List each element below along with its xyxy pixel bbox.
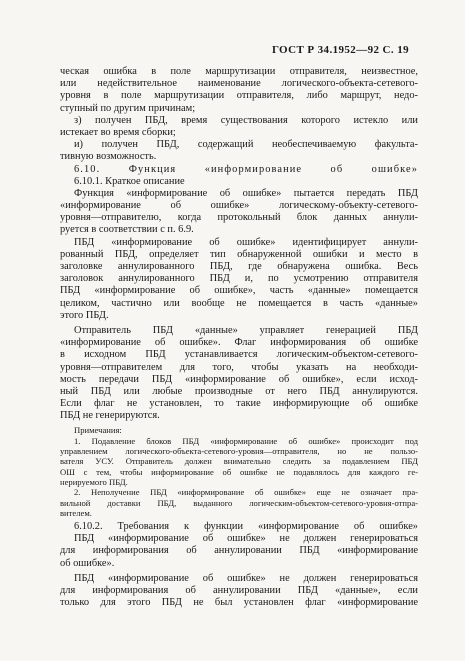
text-line: 6.10.1. Краткое описание [74,175,185,187]
text-line: для информирования об аннулировании ПБД «информирование [60,545,418,557]
text-line: уровня—отправителем для того, чтобы указать на необходи- [60,361,418,373]
text-line: в исходном ПБД устанавливается логическим-объектом-сетевого- [60,349,418,361]
text-line: ный ПБД или любые производные от него ПБД аннулируются. [60,385,418,397]
text-line: вителем. [60,507,92,518]
text-line: ПБД «информирование об ошибке» не должен генерироваться [74,572,418,584]
text-line: или недействительное наименование логического-объекта-сетевого- [60,78,418,90]
text-line: ПБД не генерируются. [60,410,160,422]
text-line: уровня—отправителю, когда протокольный блок данных аннули- [60,212,418,224]
text-line: Если флаг не установлен, то такие информирующие об ошибке [60,398,418,410]
page-header: ГОСТ Р 34.1952—92 С. 19 [271,44,409,56]
text-line: уровня в поле маршрутизации отправителя, либо маршрут, недо- [60,90,418,102]
text-line: заголовке аннулированного ПБД, где обнаружена ошибка. Весь [60,261,418,272]
text-line: об ошибке». [60,557,115,569]
text-line: заголовок аннулированного ПБД и, по усмотрению отправителя [60,273,418,285]
text-line: управлением логического-объекта-сетевого-уровня—отправителя, но не пользо- [60,446,418,457]
text-line: ческая ошибка в поле маршрутизации отправителя, неизвестное, [60,66,418,77]
text-line: 1. Подавление блоков ПБД «информирование об ошибке» происходит под [74,435,418,446]
text-line: 2. Неполучение ПБД «информирование об ошибке» еще не означает пра- [74,487,418,498]
text-line: Отправитель ПБД «данные» управляет генерацией ПБД [74,324,418,336]
text-line: «информирование об ошибке». Флаг информирования об ошибке [60,337,418,349]
text-line: руется в соответствии с п. 6.9. [60,224,194,236]
text-line: ОШ с тем, чтобы информирование об ошибке не подавлялось для каждого ге- [60,466,418,477]
text-line: мость передачи ПБД «информирование об ошибке», если исход- [60,373,418,385]
text-line: ПБД «информирование об ошибке», часть «данные» помещается [60,285,418,297]
text-line: з) получен ПБД, время существования которого истекло или [74,114,418,126]
text-line: «информирование об ошибке» логическому-объекту-сетевого- [60,200,418,212]
text-line: 6.10. Функция «информирование об ошибке» [74,163,418,175]
text-line: ПБД «информирование об ошибке» не должен генерироваться [74,533,418,545]
text-line: Функция «информирование об ошибке» пытается передать ПБД [74,187,418,199]
text-line: только для этого ПБД не был установлен флаг «информирование [60,597,418,609]
text-line: нерируемого ПБД. [60,476,128,487]
text-line: Примечания: [74,425,122,436]
text-line: для информирования об аннулировании ПБД «данные», если [60,585,418,597]
text-line: вателя УСУ. Отправитель должен внимательно следить за подавлением ПБД [60,456,418,467]
text-line: 6.10.2. Требования к функции «информирование об ошибке» [74,521,418,533]
document-body [60,66,418,609]
text-line: целиком, частично или вообще не помещается в часть «данные» [60,297,418,309]
text-line: тивную возможность. [60,151,157,163]
text-line: истекает во время сборки; [60,126,176,138]
text-line: ПБД «информирование об ошибке» идентифицирует аннули- [74,236,418,248]
text-line: рованный ПБД, определяет тип обнаруженной ошибки и место в [60,248,418,260]
text-line: и) получен ПБД, содержащий необеспечиваемую факульта- [74,139,418,151]
text-line: вильной доставки ПБД, выданного логическим-объектом-сетевого-уровня-отпра- [60,497,418,508]
text-line: этого ПБД. [60,309,109,321]
text-line: ступный по другим причинам; [60,102,196,114]
